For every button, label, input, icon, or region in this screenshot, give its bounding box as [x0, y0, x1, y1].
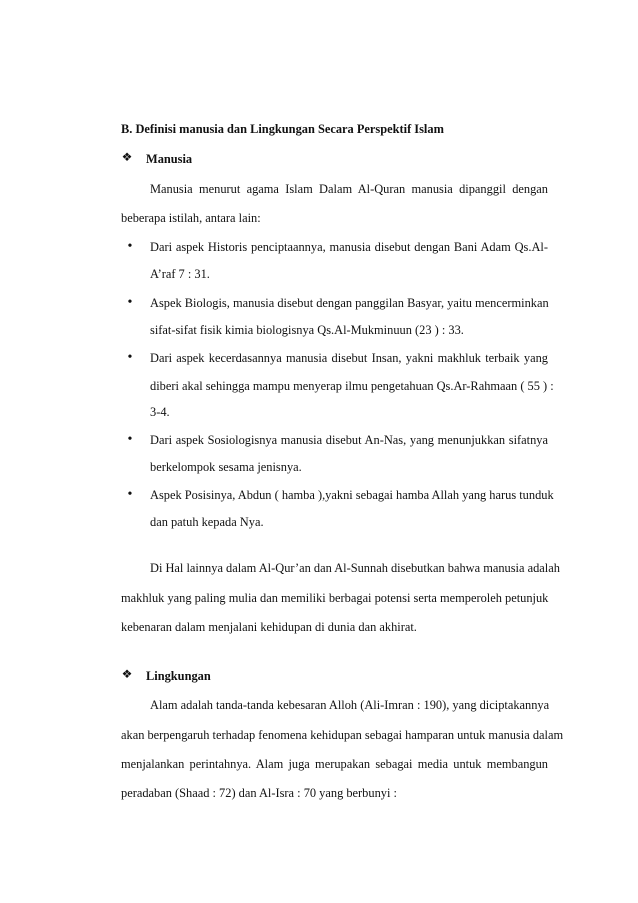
list-item-3-line-1: Dari aspek kecerdasannya manusia disebut Insan, yakni makhluk terbaik yang: [150, 351, 548, 365]
lingkungan-paragraph-line-1: Alam adalah tanda-tanda kebesaran Alloh (Ali-Imran : 190), yang diciptakannya: [150, 698, 550, 712]
list-item-4-line-2: berkelompok sesama jenisnya.: [150, 460, 302, 474]
manusia-heading: Manusia: [146, 152, 193, 166]
list-item-3-line-3: 3-4.: [150, 405, 170, 419]
lingkungan-paragraph-line-4: peradaban (Shaad : 72) dan Al-Isra : 70 yang berbunyi :: [121, 786, 397, 800]
list-item-1-line-2: A’raf 7 : 31.: [150, 267, 210, 281]
lingkungan-paragraph-line-2: akan berpengaruh terhadap fenomena kehidupan sebagai hamparan untuk manusia dalam: [121, 728, 564, 742]
list-item-5-line-1: Aspek Posisinya, Abdun ( hamba ),yakni sebagai hamba Allah yang harus tunduk: [150, 488, 554, 502]
round-bullet-icon: •: [127, 432, 133, 447]
round-bullet-icon: •: [127, 350, 133, 365]
closing-paragraph-line-2: makhluk yang paling mulia dan memiliki berbagai potensi serta memperoleh petunjuk: [121, 591, 549, 605]
closing-paragraph-line-1: Di Hal lainnya dalam Al-Qur’an dan Al-Sunnah disebutkan bahwa manusia adalah: [150, 561, 560, 575]
section-heading: B. Definisi manusia dan Lingkungan Secara Perspektif Islam: [121, 122, 444, 136]
closing-paragraph-line-3: kebenaran dalam menjalani kehidupan di dunia dan akhirat.: [121, 620, 417, 634]
list-item-4-line-1: Dari aspek Sosiologisnya manusia disebut An-Nas, yang menunjukkan sifatnya: [150, 433, 548, 447]
list-item-2-line-2: sifat-sifat fisik kimia biologisnya Qs.Al-Mukminuun (23 ) : 33.: [150, 323, 464, 337]
round-bullet-icon: •: [127, 487, 133, 502]
round-bullet-icon: •: [127, 239, 133, 254]
round-bullet-icon: •: [127, 295, 133, 310]
list-item-5-line-2: dan patuh kepada Nya.: [150, 515, 264, 529]
manusia-intro-line-2: beberapa istilah, antara lain:: [121, 211, 261, 225]
lingkungan-heading: Lingkungan: [146, 669, 211, 683]
diamond-bullet-icon: ❖: [121, 667, 133, 681]
list-item-3-line-2: diberi akal sehingga mampu menyerap ilmu pengetahuan Qs.Ar-Rahmaan ( 55 ) :: [150, 379, 554, 393]
diamond-bullet-icon: ❖: [121, 150, 133, 164]
lingkungan-paragraph-line-3: menjalankan perintahnya. Alam juga merupakan sebagai media untuk membangun: [121, 757, 548, 771]
list-item-2-line-1: Aspek Biologis, manusia disebut dengan panggilan Basyar, yaitu mencerminkan: [150, 296, 549, 310]
list-item-1-line-1: Dari aspek Historis penciptaannya, manusia disebut dengan Bani Adam Qs.Al-: [150, 240, 548, 254]
manusia-intro-line-1: Manusia menurut agama Islam Dalam Al-Quran manusia dipanggil dengan: [150, 182, 548, 196]
